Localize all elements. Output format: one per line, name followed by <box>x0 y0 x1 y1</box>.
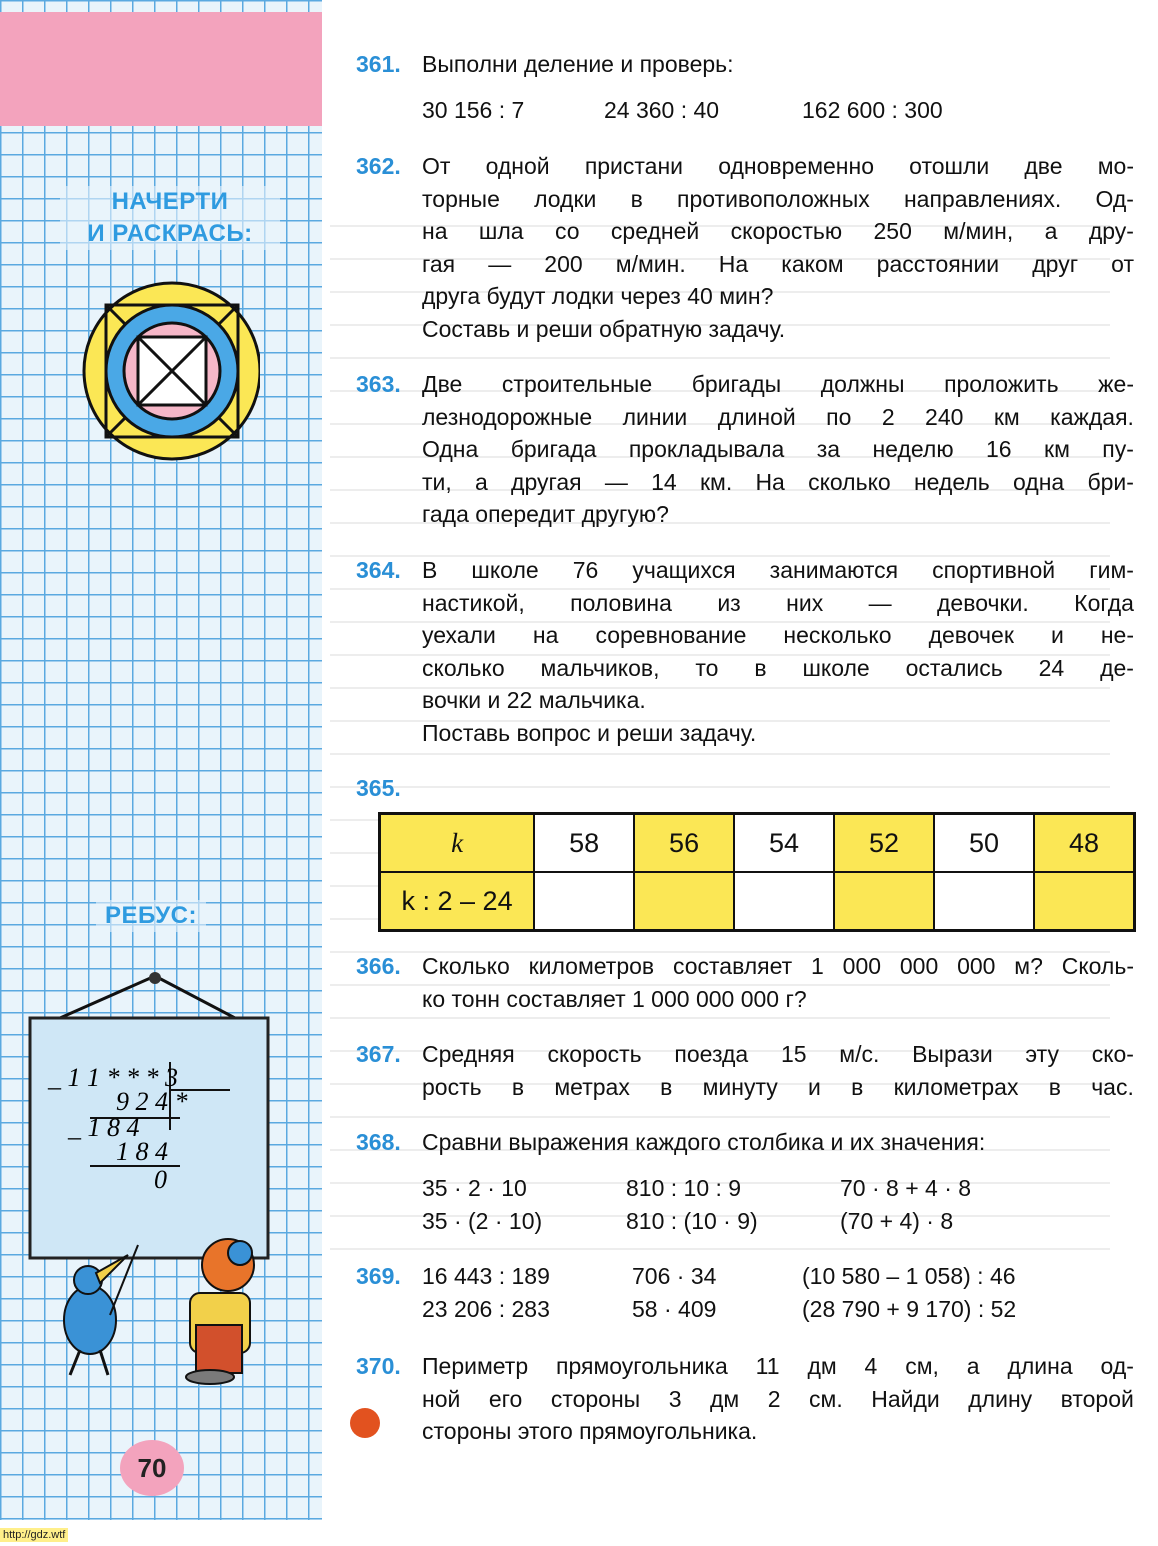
sidebar-pink-block <box>0 12 322 126</box>
text-line: ной его стороны 3 дм 2 см. Найди длину второй <box>422 1385 1134 1412</box>
expression: 35 · (2 · 10) <box>422 1208 543 1234</box>
text-line: ти, а другая — 14 км. На сколько недель одна бри- <box>422 468 1134 495</box>
table-cell-empty[interactable] <box>634 872 734 931</box>
k-table <box>378 812 1136 932</box>
table-header-k: k <box>380 814 535 873</box>
task-text <box>422 150 1134 345</box>
task-number: 362. <box>356 153 401 179</box>
task-number: 361. <box>356 51 401 77</box>
table-cell-empty[interactable] <box>934 872 1034 931</box>
rebus-heading: РЕБУС: <box>96 900 206 932</box>
table-cell: 58 <box>534 814 634 873</box>
text-line: вочки и 22 мальчика. <box>422 687 646 713</box>
task-text <box>422 368 1134 531</box>
rebus-row-2: 9 2 4 * <box>116 1087 188 1116</box>
text-line: друга будут лодки через 40 мин? <box>422 283 774 309</box>
table-cell: 52 <box>834 814 934 873</box>
expression: 58 · 409 <box>632 1296 717 1322</box>
expression: (10 580 – 1 058) : 46 <box>802 1263 1016 1289</box>
rebus-row-5: 0 <box>154 1165 167 1194</box>
table-cell-empty[interactable] <box>534 872 634 931</box>
task-number: 363. <box>356 371 401 397</box>
task-number: 364. <box>356 557 401 583</box>
expression: 16 443 : 189 <box>422 1263 550 1289</box>
table-row <box>380 814 1135 873</box>
expression: 810 : 10 : 9 <box>626 1175 742 1201</box>
table-cell: 48 <box>1034 814 1135 873</box>
expression: 23 206 : 283 <box>422 1296 550 1322</box>
expression: 24 360 : 40 <box>604 97 720 123</box>
text-line: Сколько километров составляет 1 000 000 000 м? Сколь- <box>422 953 1134 979</box>
text-line: Периметр прямоугольника 11 дм 4 см, а длина од- <box>422 1353 1134 1379</box>
rebus-row-4: 1 8 4 <box>116 1137 168 1166</box>
task-number: 370. <box>356 1353 401 1379</box>
text-line: Составь и реши обратную задачу. <box>422 315 786 342</box>
text-line: рость в метрах в минуту и в километрах в час. <box>422 1073 1134 1100</box>
expression: 810 : (10 · 9) <box>626 1208 758 1234</box>
expression: 70 · 8 + 4 · 8 <box>840 1175 972 1201</box>
task-number: 366. <box>356 953 401 979</box>
expression: 706 · 34 <box>632 1263 717 1289</box>
task-text: Сравни выражения каждого столбика и их значения: <box>422 1129 986 1155</box>
footer-link[interactable]: http://gdz.wtf <box>0 1528 68 1542</box>
rebus-row-3: _ 1 8 4 <box>68 1113 140 1142</box>
table-cell: 50 <box>934 814 1034 873</box>
text-line: Поставь вопрос и реши задачу. <box>422 719 757 746</box>
task-number: 369. <box>356 1263 401 1289</box>
text-line: Одна бригада прокладывала за неделю 16 км пу- <box>422 436 1134 462</box>
text-line: уехали на соревнование несколько девочек и не- <box>422 622 1134 648</box>
text-line: гая — 200 м/мин. На каком расстоянии друг от <box>422 250 1134 277</box>
task-number: 368. <box>356 1129 401 1155</box>
text-line: От одной пристани одновременно отошли две мо- <box>422 153 1134 179</box>
text-line: гада опередит другую? <box>422 501 669 527</box>
text-line: ко тонн составляет 1 000 000 000 г? <box>422 985 807 1012</box>
page-number: 70 <box>120 1440 184 1496</box>
table-row <box>380 872 1135 931</box>
table-cell: 54 <box>734 814 834 873</box>
task-text <box>422 1038 1134 1103</box>
table-header-formula: k : 2 – 24 <box>380 872 535 931</box>
text-line: настикой, половина из них — девочки. Когда <box>422 589 1134 616</box>
task-text: Выполни деление и проверь: <box>422 51 734 77</box>
draw-heading <box>60 186 280 250</box>
table-cell-empty[interactable] <box>734 872 834 931</box>
draw-heading-line2: И РАСКРАСЬ: <box>87 220 253 247</box>
table-cell-empty[interactable] <box>834 872 934 931</box>
expression: 30 156 : 7 <box>422 97 525 123</box>
mascot-illustration <box>30 1225 270 1385</box>
text-line: Две строительные бригады должны проложить же- <box>422 371 1134 397</box>
task-text <box>422 950 1134 1015</box>
task-text <box>422 1350 1134 1448</box>
table-cell-empty[interactable] <box>1034 872 1135 931</box>
text-line: Средняя скорость поезда 15 м/с. Вырази эту ско- <box>422 1041 1134 1067</box>
task-text <box>422 554 1134 749</box>
circle-square-drawing <box>80 276 260 466</box>
rebus-board <box>20 970 280 1260</box>
text-line: торные лодки в противоположных направлениях. Од- <box>422 185 1134 212</box>
table-cell: 56 <box>634 814 734 873</box>
expression: 162 600 : 300 <box>802 97 943 123</box>
difficulty-dot-icon <box>350 1408 380 1438</box>
expression: 35 · 2 · 10 <box>422 1175 527 1201</box>
text-line: лезнодорожные линии длиной по 2 240 км каждая. <box>422 403 1134 430</box>
draw-heading-line1: НАЧЕРТИ <box>111 188 229 215</box>
rebus-row-1: _ 1 1 * * * 3 <box>48 1063 178 1092</box>
task-number: 367. <box>356 1041 401 1067</box>
text-line: В школе 76 учащихся занимаются спортивной гим- <box>422 557 1134 583</box>
text-line: на шла со средней скоростью 250 м/мин, а дру- <box>422 218 1134 244</box>
text-line: сколько мальчиков, то в школе остались 24 де- <box>422 654 1134 681</box>
expression: (28 790 + 9 170) : 52 <box>802 1296 1017 1322</box>
task-number: 365. <box>356 775 401 801</box>
expression: (70 + 4) · 8 <box>840 1208 954 1234</box>
text-line: стороны этого прямоугольника. <box>422 1418 758 1444</box>
